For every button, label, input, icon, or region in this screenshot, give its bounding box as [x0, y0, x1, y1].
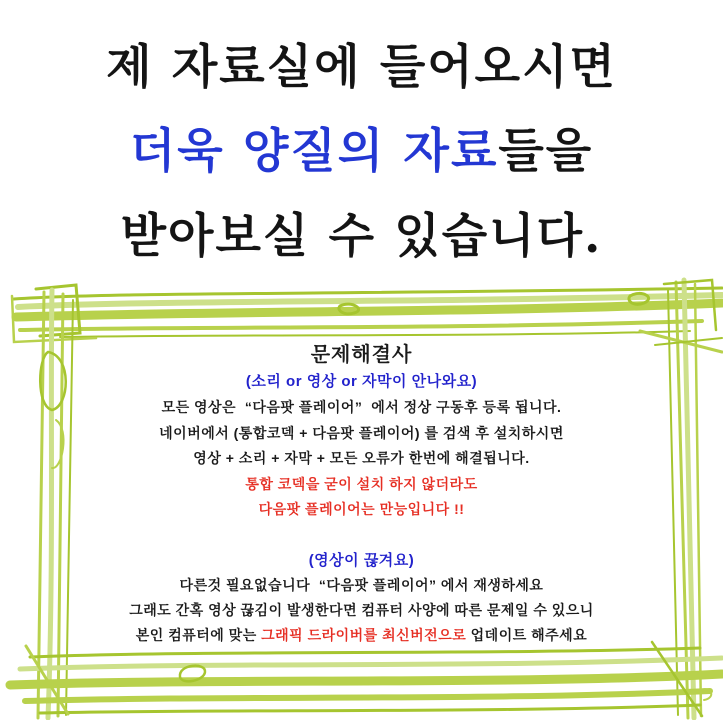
question2-line3-suffix: 업데이트 해주세요	[466, 627, 588, 643]
headline-line2-rest: 들을	[498, 124, 594, 179]
question1-warning2: 다음팟 플레이어는 만능입니다 !!	[258, 501, 465, 517]
notice-title: 문제해결사	[310, 344, 413, 366]
question1-line1: 모든 영상은 “다음팟 플레이어” 에서 정상 구동후 등록 됩니다.	[161, 399, 562, 415]
headline-line3: 받아보실 수 있습니다.	[120, 209, 603, 264]
question1-line3: 영상 + 소리 + 자막 + 모든 오류가 한번에 해결됩니다.	[193, 450, 530, 466]
question2-line1: 다른것 필요없습니다 “다음팟 플레이어” 에서 재생하세요	[179, 577, 544, 593]
headline-line2	[0, 114, 723, 181]
question2-heading: (영상이 끊겨요)	[308, 552, 415, 569]
question2-line3	[0, 625, 723, 645]
question1-line2: 네이버에서 (통합코덱 + 다음팟 플레이어) 를 검색 후 설치하시면	[159, 425, 564, 441]
headline-line1: 제 자료실에 들어오시면	[106, 40, 617, 95]
question2-line3-prefix: 본인 컴퓨터에 맞는	[135, 627, 262, 643]
headline-line2-highlight: 더욱 양질의 자료	[129, 124, 499, 179]
question2-line3-highlight: 그래픽 드라이버를 최신버전으로	[261, 627, 467, 643]
question2-line2: 그래도 간혹 영상 끊김이 발생한다면 컴퓨터 사양에 따른 문제일 수 있으니	[129, 602, 594, 618]
question1-heading: (소리 or 영상 or 자막이 안나와요)	[245, 373, 478, 390]
question1-warning1: 통합 코덱을 굳이 설치 하지 않더라도	[245, 476, 478, 492]
